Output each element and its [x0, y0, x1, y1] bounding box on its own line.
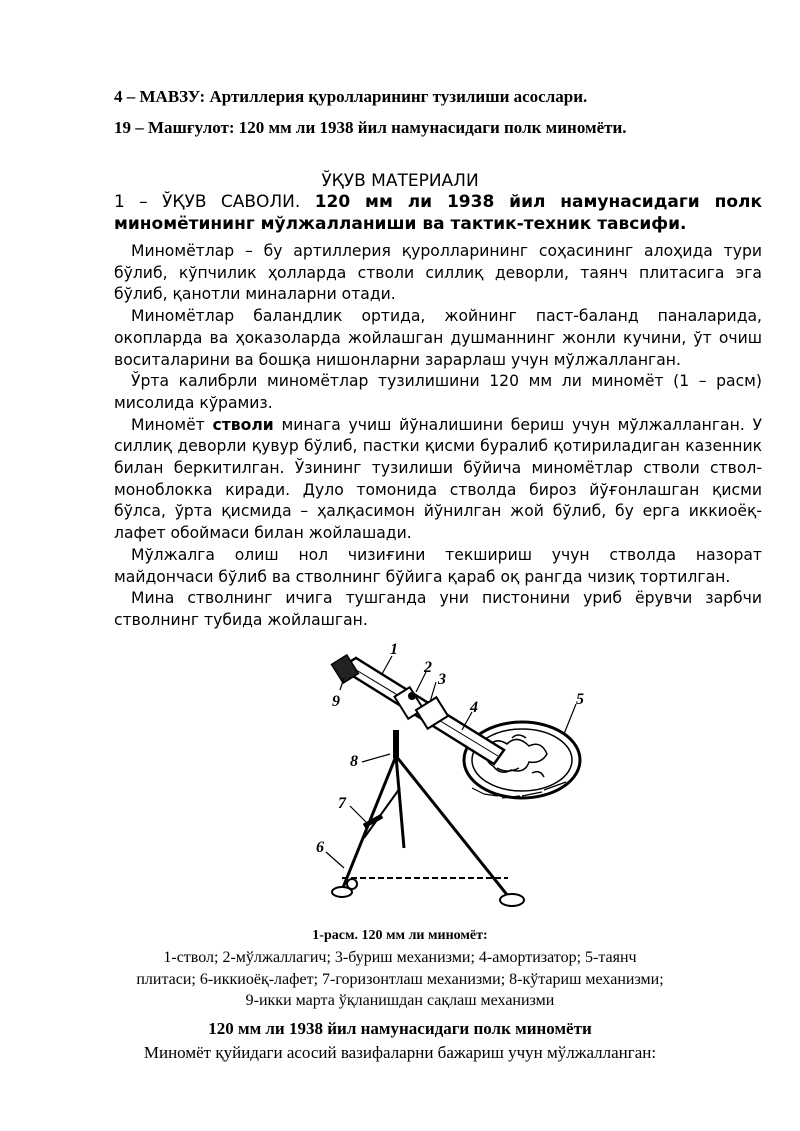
caption-line-2: плитаси; 6-иккиоёқ-лафет; 7-горизонтлаш механизми; 8-кўтариш механизми; — [136, 970, 664, 988]
lesson-heading: 19 – Машғулот: 120 мм ли 1938 йил намунасидаги полк миномёти. — [114, 118, 627, 137]
figure-label-4: 4 — [470, 699, 478, 716]
figure-label-7: 7 — [338, 795, 346, 812]
paragraph-6: Мина стволнинг ичига тушганда уни пистонини уриб ёрувчи зарбчи стволнинг тубида жойлашган. — [114, 589, 762, 629]
topic-heading: 4 – МАВЗУ: Артиллерия қуролларининг тузилиши асослари. — [114, 87, 588, 106]
figure-label-2: 2 — [424, 659, 432, 676]
question-heading — [114, 191, 762, 235]
figure-label-6: 6 — [316, 839, 324, 856]
caption-line-1: 1-ствол; 2-мўлжаллагич; 3-буриш механизми; 4-амортизатор; 5-таянч — [163, 949, 637, 966]
question-prefix: 1 – ЎҚУВ САВОЛИ. — [114, 192, 301, 212]
figure-label-8: 8 — [350, 753, 358, 770]
figure-label-9: 9 — [332, 693, 340, 710]
figure-caption-title: 1-расм. 120 мм ли миномёт: — [312, 928, 488, 943]
paragraph-4 — [114, 415, 762, 545]
paragraph-4-bold: стволи — [212, 415, 274, 434]
body-text — [114, 241, 762, 632]
paragraph-1: Миномётлар – бу артиллерия қуролларининг соҳасининг алоҳида тури бўлиб, кўпчилик ҳолларда стволи силлиқ деворли, таянч плитасига эга бўлиб, қанотли миналарни отади. — [114, 242, 762, 304]
figure-label-1: 1 — [390, 641, 398, 658]
figure-label-3: 3 — [438, 671, 446, 688]
closing-title: 120 мм ли 1938 йил намунасидаги полк миномёти — [208, 1019, 592, 1038]
caption-line-3: 9-икки марта ўқланишдан сақлаш механизми — [245, 992, 555, 1009]
barrel-drawing — [332, 655, 504, 764]
paragraph-4-start: Миномёт — [131, 415, 213, 434]
mortar-illustration — [312, 638, 592, 918]
base-plate-drawing — [464, 722, 580, 798]
section-title: ЎҚУВ МАТЕРИАЛИ — [321, 171, 479, 191]
paragraph-3: Ўрта калибрли миномётлар тузилишини 120 мм ли миномёт (1 – расм) мисолида кўрамиз. — [114, 372, 762, 412]
question-text: 120 мм ли 1938 йил намунасидаги полк миномётининг мўлжалланиши ва тактик-техник тавсифи. — [114, 192, 762, 234]
paragraph-2: Миномётлар баландлик ортида, жойнинг паст-баланд панaларида, окопларда ва ҳоказоларда жойлашган душманнинг жонли кучини, ўт очиш воситаларини ва бошқа нишонларни зарарлаш учун мўлжалланган. — [114, 307, 762, 369]
paragraph-5: Мўлжалга олиш нол чизиғини текшириш учун стволда назорат майдончаси бўлиб ва стволнинг бўйига қараб оқ рангда чизиқ тортилган. — [114, 545, 762, 586]
closing-text: Миномёт қуйидаги асосий вазифаларни бажариш учун мўлжалланган: — [143, 1043, 657, 1062]
figure-label-5: 5 — [576, 691, 584, 708]
paragraph-4-rest: минага учиш йўналишини бериш учун мўлжалланган. У силлиқ деворли қувур бўлиб, пастки қисми буралиб қотириладиган казенник билан беркитилган. Ўзининг тузилиши бўйича миномётлар стволи ствол-моноблокка киради. Дуло томонида стволда бироз йўғонлашган қисми бўлса, ўрта қисмида – ҳалқасимон йўнилган жой бўлиб, бу ерга иккиоёқ-лафет обоймаси билан жойлашади. — [114, 415, 762, 543]
figure-caption-legend — [0, 947, 800, 1012]
